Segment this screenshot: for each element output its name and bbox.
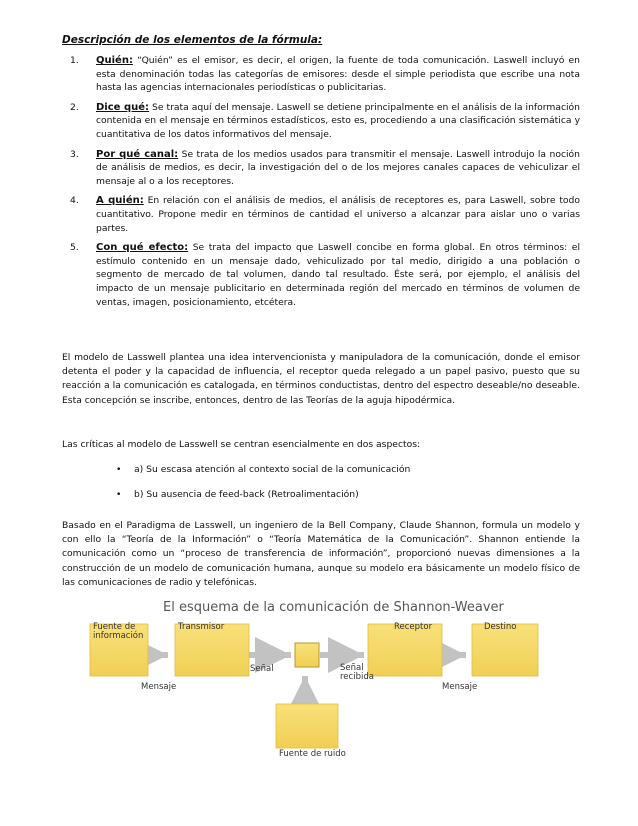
item-keyword: Quién: (96, 55, 133, 66)
list-item: 5. Con qué efecto: Se trata del impacto que Laswell concibe en forma global. En otros términos: el estímulo contenido en un mensaje dado, vehiculizado por tal medio, dirigido a una población o segmento de mercado de tal volumen, dando tal resultado. Éste será, por ejemplo, el análisis del impacto de un mensaje publicitario en determinada región del mercado en términos de volumen de ventas, imagen, posicionamiento, etcétera. (70, 242, 580, 308)
paragraph-lasswell-model: El modelo de Lasswell plantea una idea intervencionista y manipuladora de la comunicación, donde el emisor detenta el poder y la capacidad de influencia, el receptor queda relegado a un papel pasivo, puesto que su reacción a la comunicación es catalogada, en términos conductistas, dentro del espectro deseable/no deseable. Esta concepción se inscribe, entonces, dentro de las Teorías de la aguja hipodérmica. (62, 352, 580, 406)
label-fuente-informacion-1: Fuente de (93, 622, 136, 632)
list-item: 4. A quién: En relación con el análisis de medios, el análisis de receptores es, para Laswell, sobre todo cuantitativo. Propone medir en términos de cantidad el universo a alcanzar para aislar uno o varias partes. (70, 195, 580, 234)
box-fuente-ruido (276, 704, 338, 748)
bullet-item: • b) Su ausencia de feed-back (Retroalimentación) (116, 489, 359, 500)
label-mensaje-left: Mensaje (141, 682, 177, 692)
item-keyword: A quién: (96, 195, 144, 207)
diagram-title: El esquema de la comunicación de Shannon-Weaver (163, 600, 504, 615)
box-canal (295, 643, 319, 667)
paragraph-criticism: Las críticas al modelo de Lasswell se centran esencialmente en dos aspectos: (62, 439, 421, 450)
item-keyword: Con qué efecto: (96, 242, 189, 254)
section-heading: Descripción de los elementos de la fórmula: (62, 34, 323, 46)
item-text: En relación con el análisis de medios, el análisis de receptores es, para Laswell, sobre todo cuantitativo. Propone medir en términos de cantidad el universo a alcanzar para aislar uno o varias partes. (96, 195, 580, 234)
list-item: 2. Dice qué: Se trata aquí del mensaje. Laswell se detiene principalmente en el análisis de la información contenida en el mensaje en términos estadísticos, esto es, procediendo a una clasificación sistemática y cuantitativa de los datos informativos del mensaje. (70, 101, 580, 140)
paragraph-shannon: Basado en el Paradigma de Lasswell, un ingeniero de la Bell Company, Claude Shannon, formula un modelo y con ello la “Teoría de la Información” o “Teoría Matemática de la Comunicación”. Shannon entiende la comunicación como un “proceso de transferencia de información”, proporcionó nuevas dimensiones a la construcción de un modelo de comunicación humana, aunque su modelo era básicamente un modelo físico de las comunicaciones de radio y telefónicas. (62, 520, 580, 588)
label-senal-recibida-2: recibida (340, 672, 374, 682)
label-senal: Señal (250, 664, 274, 674)
label-receptor: Receptor (394, 622, 433, 632)
item-keyword: Dice qué: (96, 101, 150, 113)
label-destino: Destino (484, 622, 517, 632)
list-item: 3. Por qué canal: Se trata de los medios usados para transmitir el mensaje. Laswell introdujo la noción de análisis de medios, es decir, la investigación del o de los mejores canales capaces de vehiculizar el mensaje al o a los receptores. (70, 148, 580, 187)
item-text: Se trata aquí del mensaje. Laswell se detiene principalmente en el análisis de la información contenida en el mensaje en términos estadísticos, esto es, procediendo a una clasificación sistemática y cuantitativa de los datos informativos del mensaje. (96, 101, 580, 140)
label-senal-recibida-1: Señal (340, 663, 364, 673)
label-fuente-ruido: Fuente de ruido (279, 749, 346, 759)
list-item: 1. Quién: “Quién” es el emisor, es decir, el origen, la fuente de toda comunicación. Laswell incluyó en esta denominación todas las categorías de emisores: desde el simple periodista que escribe una nota hasta las agencias internacionales periodísticas o publicitarias. (70, 55, 580, 94)
item-keyword: Por qué canal: (96, 148, 179, 160)
bullet-item: • a) Su escasa atención al contexto social de la comunicación (116, 464, 411, 475)
label-mensaje-right: Mensaje (442, 682, 478, 692)
label-transmisor: Transmisor (178, 622, 225, 632)
item-text: “Quién” es el emisor, es decir, el origen, la fuente de toda comunicación. Laswell incluyó en esta denominación todas las categorías de emisores: desde el simple periodista que escribe una nota hasta las agencias internacionales periodísticas o publicitarias. (96, 55, 580, 94)
item-text: Se trata de los medios usados para transmitir el mensaje. Laswell introdujo la noción de análisis de medios, es decir, la investigación del o de los mejores canales capaces de vehiculizar el mensaje al o a los receptores. (96, 148, 580, 187)
item-text: Se trata del impacto que Laswell concibe en forma global. En otros términos: el estímulo contenido en un mensaje dado, vehiculizado por tal medio, dirigido a una población o segmento de mercado de tal volumen, dando tal resultado. Éste será, por ejemplo, el análisis del impacto de un mensaje publicitario en determinada región del mercado en términos de volumen de ventas, imagen, posicionamiento, etcétera. (96, 242, 580, 308)
label-fuente-informacion-2: información (93, 631, 144, 641)
